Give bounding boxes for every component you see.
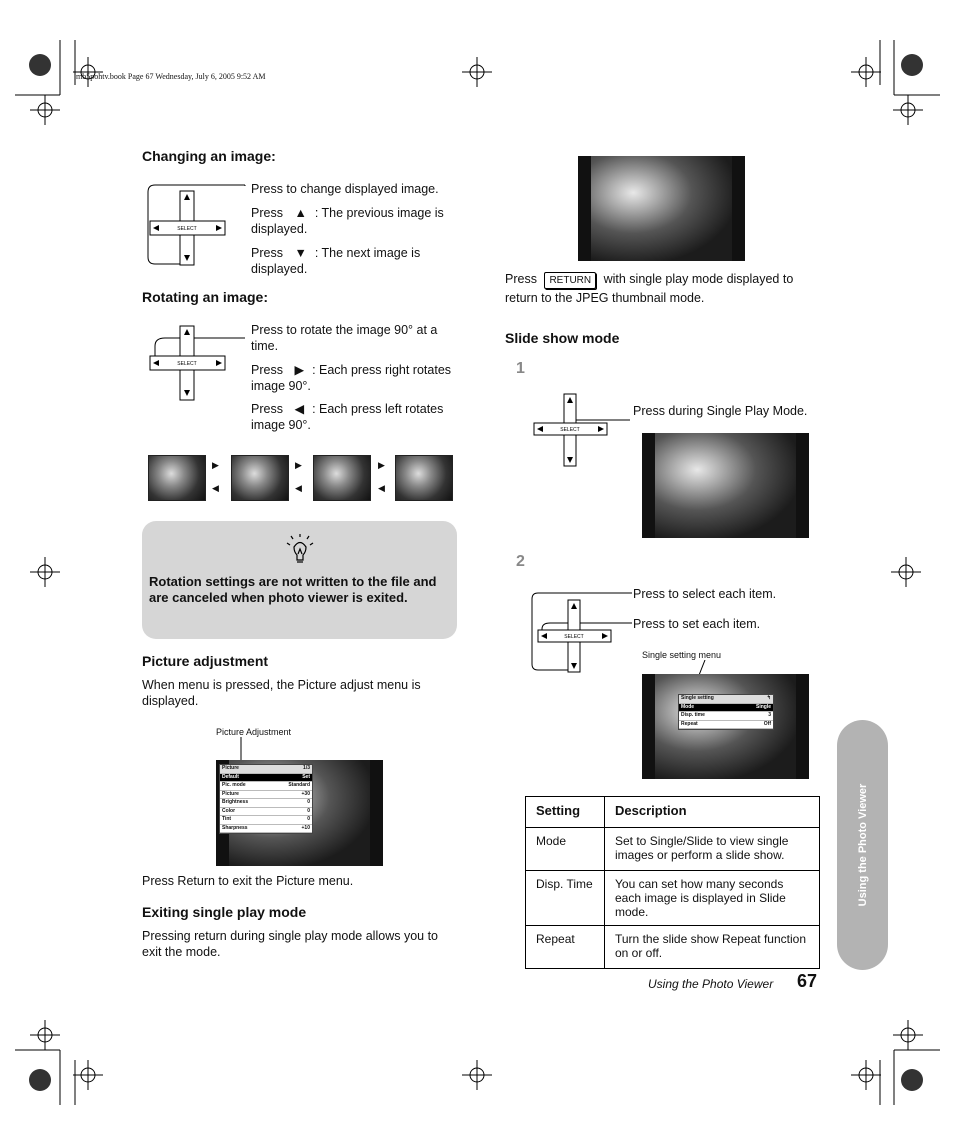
tip-box xyxy=(142,521,457,639)
table-row xyxy=(526,871,820,926)
rotation-thumbnail-3 xyxy=(313,455,371,501)
table-cell: You can set how many seconds each image is displayed in Slide mode. xyxy=(605,871,820,926)
step1-photo xyxy=(642,433,809,538)
rotating-line1: Press to rotate the image 90° at a time. xyxy=(251,323,438,353)
right-arrow-icon: ▶ xyxy=(295,460,302,470)
table-header: Setting xyxy=(526,797,605,828)
table-cell: Repeat xyxy=(526,926,605,969)
single-setting-caption: Single setting menu xyxy=(642,650,722,660)
svg-text:SELECT: SELECT xyxy=(564,634,584,640)
return-instruction: Press RETURN with single play mode displayed to return to the JPEG thumbnail mode. xyxy=(505,272,794,305)
settings-table xyxy=(525,796,820,969)
picture-adjust-menu: Picture 1/3 Default Set Pic. mode Standard Picture +30 Brightness 0 Color 0 Tint 0 Sharpness +10 xyxy=(219,764,313,834)
table-header-row xyxy=(526,797,820,828)
tip-text: Rotation settings are not written to the file and are canceled when photo viewer is exited. xyxy=(149,574,437,605)
picture-body: When menu is pressed, the Picture adjust menu is displayed. xyxy=(142,678,421,708)
changing-line3: Press ▼ : The next image is displayed. xyxy=(251,246,421,276)
step1-dpad-diagram xyxy=(532,392,632,468)
left-arrow-icon: ◀ xyxy=(294,402,305,416)
picture-after-text: Press Return to exit the Picture menu. xyxy=(142,874,354,888)
lightbulb-icon xyxy=(282,533,318,569)
step2-dpad-diagram xyxy=(528,592,633,674)
single-setting-screen xyxy=(642,674,809,779)
up-arrow-icon: ▲ xyxy=(294,206,307,220)
print-header: mb5pohtv.book Page 67 Wednesday, July 6, 2005 9:52 AM xyxy=(76,72,266,81)
table-cell: Set to Single/Slide to view single images or perform a slide show. xyxy=(605,828,820,871)
picture-title: Picture adjustment xyxy=(142,653,269,669)
step2-text1: Press to select each item. xyxy=(633,587,777,601)
table-row xyxy=(526,926,820,969)
step-1-number: 1 xyxy=(516,360,525,377)
single-play-photo xyxy=(578,156,745,261)
slideshow-title: Slide show mode xyxy=(505,330,620,346)
rotating-title: Rotating an image: xyxy=(142,289,269,305)
left-arrow-icon: ◀ xyxy=(378,483,385,493)
rotating-line2: Press ▶ : Each press right rotates image 90°. xyxy=(251,363,452,393)
svg-text:SELECT: SELECT xyxy=(177,226,197,232)
rotation-thumbnail-4 xyxy=(395,455,453,501)
step-2-number: 2 xyxy=(516,553,525,570)
footer-section: Using the Photo Viewer xyxy=(648,977,774,991)
right-arrow-icon: ▶ xyxy=(212,460,219,470)
changing-line2: Press ▲ : The previous image is displayed. xyxy=(251,206,444,236)
svg-text:SELECT: SELECT xyxy=(560,427,580,433)
right-arrow-icon: ▶ xyxy=(378,460,385,470)
left-arrow-icon: ◀ xyxy=(212,483,219,493)
picture-adjust-screen xyxy=(216,760,383,866)
table-cell: Mode xyxy=(526,828,605,871)
rotation-thumbnail-2 xyxy=(231,455,289,501)
table-row xyxy=(526,828,820,871)
down-arrow-icon: ▼ xyxy=(294,246,307,260)
left-arrow-icon: ◀ xyxy=(295,483,302,493)
changing-title: Changing an image: xyxy=(142,148,276,164)
table-cell: Disp. Time xyxy=(526,871,605,926)
return-button-icon: RETURN xyxy=(544,272,596,289)
page-number: 67 xyxy=(797,971,818,991)
changing-dpad-diagram xyxy=(145,183,250,268)
exiting-title: Exiting single play mode xyxy=(142,904,307,920)
rotating-dpad-diagram xyxy=(145,318,250,403)
exiting-body: Pressing return during single play mode allows you to exit the mode. xyxy=(142,929,438,959)
step2-text2: Press to set each item. xyxy=(633,617,761,631)
picture-caption: Picture Adjustment xyxy=(216,727,292,737)
table-header: Description xyxy=(605,797,820,828)
section-side-tab: Using the Photo Viewer xyxy=(837,720,888,970)
changing-line1: Press to change displayed image. xyxy=(251,182,439,196)
single-setting-menu: Single setting ↰ Mode Single Disp. time 3 Repeat Off xyxy=(678,694,774,730)
svg-text:SELECT: SELECT xyxy=(177,361,197,367)
rotation-thumbnail-1 xyxy=(148,455,206,501)
step1-text: Press during Single Play Mode. xyxy=(633,404,808,418)
rotating-line3: Press ◀ : Each press left rotates image 90°. xyxy=(251,402,444,432)
right-arrow-icon: ▶ xyxy=(294,363,305,377)
table-cell: Turn the slide show Repeat function on or off. xyxy=(605,926,820,969)
